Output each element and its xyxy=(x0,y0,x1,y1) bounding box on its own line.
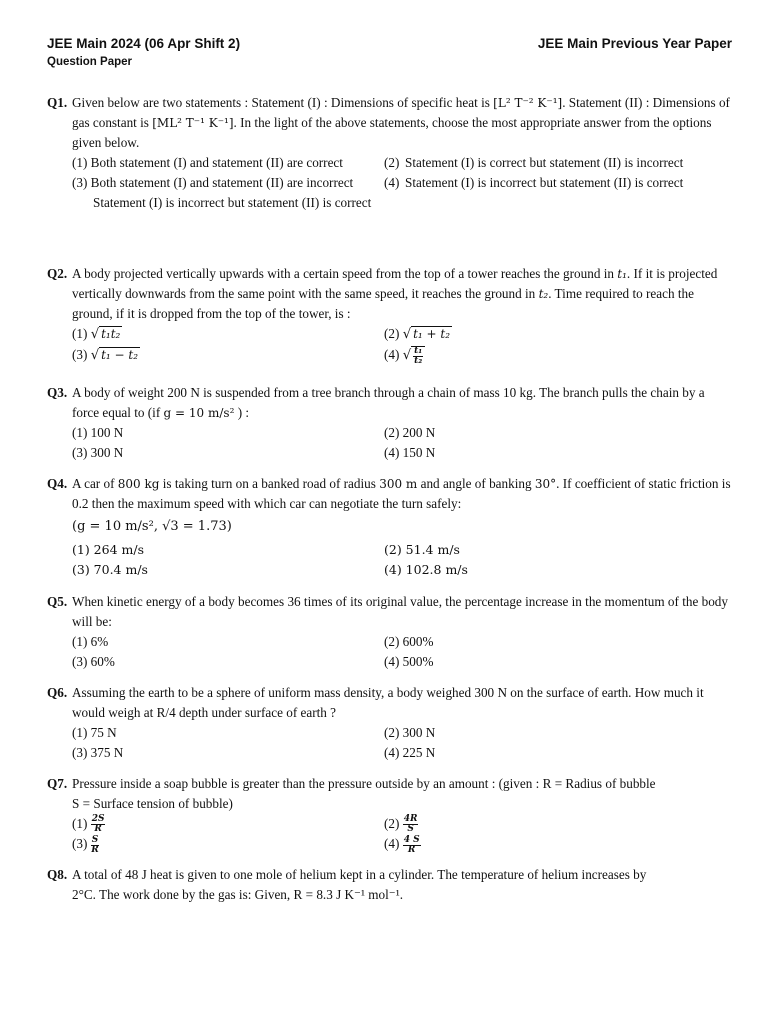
stem-text: ) : xyxy=(234,405,250,420)
option-3: (3) 60% xyxy=(72,654,115,669)
stem-text: is taking turn on a banked road of radius xyxy=(159,476,380,491)
numerator: 4 S xyxy=(403,834,420,845)
option-1: (1) 6% xyxy=(72,634,109,649)
option-4 xyxy=(384,834,732,854)
symbol-t1: t₁ xyxy=(617,267,627,281)
option-number: (3) xyxy=(72,347,88,362)
option-2 xyxy=(384,814,732,834)
denominator: R xyxy=(407,844,416,855)
fraction xyxy=(411,346,425,366)
dimension-formula: [ML² T⁻¹ K⁻¹] xyxy=(152,116,234,130)
question-stem xyxy=(72,774,732,814)
numerator: 2S xyxy=(91,814,105,825)
option-3 xyxy=(72,834,384,854)
question-stem: When kinetic energy of a body becomes 36 times of its original value, the percentage increase in the momentum of the body will be: xyxy=(72,594,728,629)
question-stem xyxy=(72,383,732,423)
question-2 xyxy=(47,264,732,366)
option-3: (3) 375 N xyxy=(72,745,124,760)
question-number: Q3. xyxy=(47,385,68,400)
stem-text: 2°C. The work done by the gas is: Given, R = 8.3 J K⁻¹ mol⁻¹. xyxy=(72,887,403,902)
sqrt-icon: √ xyxy=(90,348,100,363)
question-3 xyxy=(47,383,732,463)
question-7 xyxy=(47,774,732,855)
question-stem: Assuming the earth to be a sphere of uniform mass density, a body weighed 300 N on the surface of earth. How much it would weigh at R/4 depth under surface of earth ? xyxy=(72,685,704,720)
option-text: Statement (I) is incorrect but statement (II) is correct xyxy=(405,175,684,190)
option-4 xyxy=(384,345,732,366)
numerator: 4R xyxy=(403,814,418,825)
denominator: R xyxy=(94,824,102,835)
question-number: Q4. xyxy=(47,476,68,491)
option-number: (1) xyxy=(72,816,88,831)
numerator: S xyxy=(91,834,99,845)
stem-text: A total of 48 J heat is given to one mole of helium kept in a cylinder. The temperature of helium increases by xyxy=(72,867,647,882)
question-number: Q7. xyxy=(47,776,68,791)
option-4: (4) 500% xyxy=(384,654,434,669)
option-number: (2) xyxy=(384,816,400,831)
option-number: (1) xyxy=(72,326,88,341)
question-stem xyxy=(72,93,732,153)
sqrt-icon: √ xyxy=(402,348,412,363)
question-8 xyxy=(47,865,732,905)
denominator: R xyxy=(91,844,99,855)
header-right-label: JEE Main Previous Year Paper xyxy=(537,36,732,51)
option-number: (2) xyxy=(384,326,400,341)
option-2 xyxy=(384,324,732,345)
option-1 xyxy=(72,814,384,834)
stem-text: S = Surface tension of bubble) xyxy=(72,796,233,811)
option-text-continued: Statement (I) is incorrect but statement (II) is correct xyxy=(93,195,372,210)
question-number: Q1. xyxy=(47,95,68,110)
option-expression: t₁ − t₂ xyxy=(101,348,139,362)
option-2: (2) 200 N xyxy=(384,425,436,440)
denominator: S xyxy=(407,824,414,835)
stem-text: A body projected vertically upwards with a certain speed from the top of a tower reaches the ground in xyxy=(72,266,618,281)
stem-text: Given below are two statements : Statement (I) : Dimensions of specific heat is xyxy=(72,95,494,110)
fraction xyxy=(403,836,421,855)
option-number: (4) xyxy=(384,836,400,852)
option-1 xyxy=(72,324,384,345)
question-4 xyxy=(47,474,732,580)
option-2: (2) 600% xyxy=(384,634,434,649)
option-number: (4) xyxy=(384,175,400,190)
sqrt-icon: √ xyxy=(90,327,100,342)
stem-text: . If it is projected vertically downwards from the same point with the same speed, it reaches the ground in xyxy=(72,266,718,301)
question-stem xyxy=(72,474,732,514)
option-text: (3) Both statement (I) and statement (II) are incorrect xyxy=(72,175,354,190)
stem-text: . Time required to reach the ground, if it is dropped from the top of the tower, is : xyxy=(72,286,694,321)
option-1: (1) Both statement (I) and statement (II) are correct xyxy=(72,155,343,170)
option-1: (1) 264 m/s xyxy=(72,542,144,557)
question-6 xyxy=(47,683,732,763)
option-number: (2) xyxy=(384,155,400,170)
question-stem xyxy=(72,865,732,905)
option-number: (4) xyxy=(384,347,400,362)
option-3: (3) 300 N xyxy=(72,445,124,460)
radius-value: 300 m xyxy=(379,477,418,491)
question-stem xyxy=(72,264,732,324)
paper-title: JEE Main 2024 (06 Apr Shift 2) xyxy=(47,36,241,51)
question-number: Q8. xyxy=(47,867,68,882)
numerator: t₁ xyxy=(414,345,423,356)
option-3: (3) 70.4 m/s xyxy=(72,562,148,577)
dimension-formula: [L² T⁻² K⁻¹] xyxy=(493,96,563,110)
stem-text: and angle of banking xyxy=(417,476,535,491)
option-2: (2) 300 N xyxy=(384,725,436,740)
stem-text: . Statement (II) : Dimensions of gas constant is xyxy=(72,95,730,130)
given-values: (g = 10 m/s², √3 = 1.73) xyxy=(72,519,232,534)
stem-text: . If coefficient of static friction is 0.2 then the maximum speed with which car can negotiate the turn safely: xyxy=(72,476,731,511)
option-1: (1) 100 N xyxy=(72,425,124,440)
stem-text: A car of xyxy=(72,476,118,491)
option-3 xyxy=(72,345,384,366)
option-2 xyxy=(384,153,732,173)
question-number: Q2. xyxy=(47,266,68,281)
paper-subtitle: Question Paper xyxy=(47,56,132,68)
option-1: (1) 75 N xyxy=(72,725,117,740)
option-4 xyxy=(384,173,732,213)
denominator: t₂ xyxy=(414,355,423,366)
symbol-t2: t₂ xyxy=(538,287,549,301)
option-expression: t₁t₂ xyxy=(101,327,121,341)
question-number: Q5. xyxy=(47,594,68,609)
option-4: (4) 102.8 m/s xyxy=(384,562,468,577)
fraction xyxy=(91,815,106,834)
fraction xyxy=(91,836,100,855)
fraction xyxy=(403,815,419,834)
stem-text: . In the light of the above statements, choose the most appropriate answer from the options given below. xyxy=(72,115,712,150)
question-number: Q6. xyxy=(47,685,68,700)
option-4: (4) 225 N xyxy=(384,745,436,760)
option-3 xyxy=(72,173,384,213)
stem-text: Pressure inside a soap bubble is greater than the pressure outside by an amount : (given : R = Radius of bubble xyxy=(72,776,656,791)
option-number: (3) xyxy=(72,836,88,852)
option-2: (2) 51.4 m/s xyxy=(384,542,460,557)
option-4: (4) 150 N xyxy=(384,445,436,460)
stem-text: A body of weight 200 N is suspended from a tree branch through a chain of mass 10 kg. The branch pulls the chain by a force equal to (if xyxy=(72,385,705,420)
question-1 xyxy=(47,93,732,213)
question-5 xyxy=(47,592,732,672)
option-expression: t₁ + t₂ xyxy=(413,327,451,341)
angle-value: 30° xyxy=(534,477,557,491)
sqrt-icon: √ xyxy=(402,327,412,342)
given-value: g = 10 m/s² xyxy=(163,406,235,420)
option-text: Statement (I) is correct but statement (II) is incorrect xyxy=(405,155,684,170)
mass-value: 800 kg xyxy=(117,477,160,491)
